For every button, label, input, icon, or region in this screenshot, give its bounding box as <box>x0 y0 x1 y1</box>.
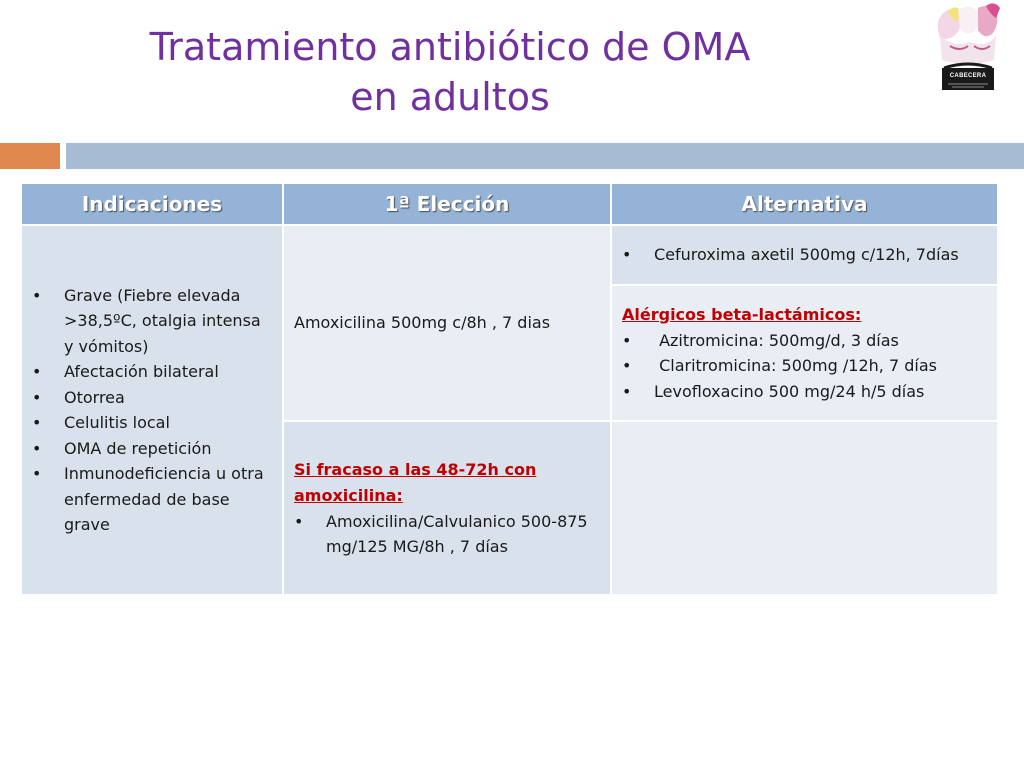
alergicos-cell <box>611 285 998 421</box>
cabecera-logo-icon <box>930 2 1005 92</box>
header-alternativa: Alternativa <box>611 183 998 225</box>
alternativa-cell <box>611 225 998 285</box>
primera-eleccion-text: Amoxicilina 500mg c/8h , 7 dias <box>294 313 551 332</box>
indicaciones-cell <box>21 225 283 595</box>
list-item: • Otorrea <box>32 385 272 411</box>
indicaciones-list <box>32 283 272 538</box>
list-item: • Levofloxacino 500 mg/24 h/5 días <box>622 379 987 405</box>
list-item: • Grave (Fiebre elevada >38,5ºC, otalgia intensa y vómitos) <box>32 283 272 360</box>
slide-title-line-1: Tratamiento antibiótico de OMA <box>149 25 751 69</box>
primera-eleccion-cell <box>283 225 611 421</box>
list-item: • OMA de repetición <box>32 436 272 462</box>
table-row <box>21 225 998 285</box>
empty-cell <box>611 421 998 595</box>
slide-title-line-2: en adultos <box>350 75 550 119</box>
alergicos-list <box>622 328 987 405</box>
fracaso-cell <box>283 421 611 595</box>
list-item: • Cefuroxima axetil 500mg c/12h, 7días <box>622 242 987 268</box>
list-item: • Inmunodeficiencia u otra enfermedad de base grave <box>32 461 272 538</box>
alergicos-heading: Alérgicos beta-lactámicos: <box>622 304 862 324</box>
list-item: • Azitromicina: 500mg/d, 3 días <box>622 328 987 354</box>
list-item: • Amoxicilina/Calvulanico 500-875 mg/125 MG/8h , 7 días <box>294 509 600 560</box>
logo-label: CABECERA <box>949 73 987 79</box>
accent-bar-blue <box>66 143 1024 169</box>
fracaso-heading: Si fracaso a las 48-72h con amoxicilina: <box>294 459 537 505</box>
list-item: • Afectación bilateral <box>32 359 272 385</box>
header-indicaciones: Indicaciones <box>21 183 283 225</box>
list-item: • Claritromicina: 500mg /12h, 7 días <box>622 353 987 379</box>
list-item: • Celulitis local <box>32 410 272 436</box>
alternativa-list <box>622 242 987 268</box>
table-header-row <box>21 183 998 225</box>
header-primera-eleccion: 1ª Elección <box>283 183 611 225</box>
treatment-table <box>20 182 999 596</box>
fracaso-list <box>294 509 600 560</box>
accent-bar-orange <box>0 143 60 169</box>
slide-title <box>130 22 770 122</box>
